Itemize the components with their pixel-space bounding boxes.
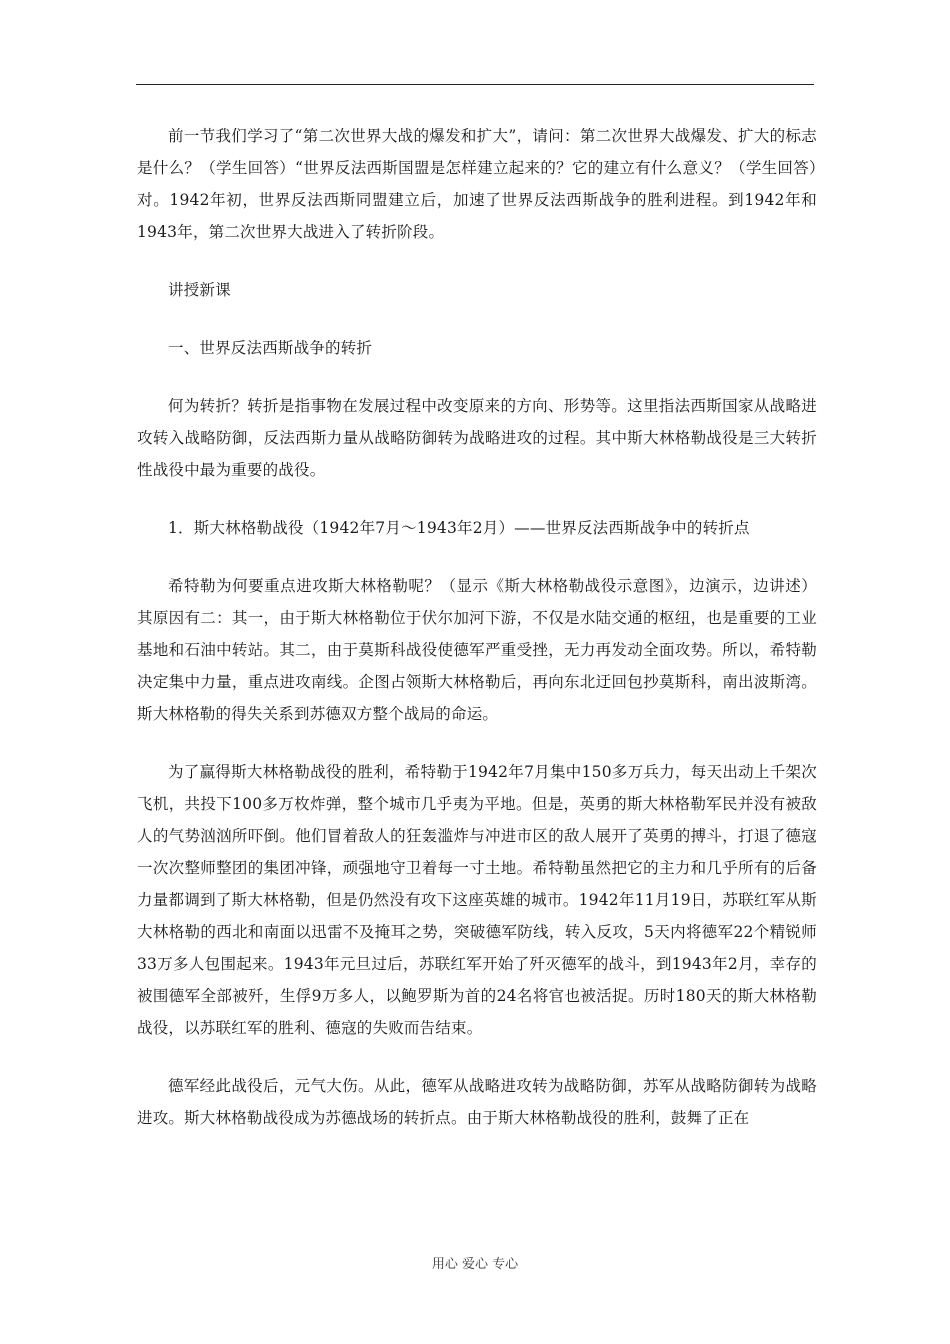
header-rule xyxy=(136,84,814,85)
body-paragraph: 德军经此战役后，元气大伤。从此，德军从战略进攻转为战略防御，苏军从战略防御转为战略进攻。斯大林格勒战役成为苏德战场的转折点。由于斯大林格勒战役的胜利，鼓舞了正在 xyxy=(137,1077,817,1127)
section-heading: 一、世界反法西斯战争的转折 xyxy=(168,339,373,357)
page-footer: 用心 爱心 专心 xyxy=(431,1257,519,1272)
section-label: 讲授新课 xyxy=(168,281,231,299)
document-body xyxy=(137,120,817,1160)
intro-paragraph: 前一节我们学习了“第二次世界大战的爆发和扩大”，请问：第二次世界大战爆发、扩大的标志是什么？（学生回答）“世界反法西斯国盟是怎样建立起来的？它的建立有什么意义？（学生回答）对。1942年初，世界反法西斯同盟建立后，加速了世界反法西斯战争的胜利进程。到1942年和1943年，第二次世界大战进入了转折阶段。 xyxy=(137,127,817,241)
body-paragraph: 何为转折？转折是指事物在发展过程中改变原来的方向、形势等。这里指法西斯国家从战略进攻转入战略防御，反法西斯力量从战略防御转为战略进攻的过程。其中斯大林格勒战役是三大转折性战役中最为重要的战役。 xyxy=(137,397,817,479)
body-paragraph: 希特勒为何要重点进攻斯大林格勒呢？（显示《斯大林格勒战役示意图》，边演示，边讲述）其原因有二：其一，由于斯大林格勒位于伏尔加河下游，不仅是水陆交通的枢纽，也是重要的工业基地和石油中转站。其二，由于莫斯科战役使德军严重受挫，无力再发动全面攻势。所以，希特勒决定集中力量，重点进攻南线。企图占领斯大林格勒后，再向东北迂回包抄莫斯科，南出波斯湾。斯大林格勒的得失关系到苏德双方整个战局的命运。 xyxy=(137,577,817,723)
subsection-heading: 1．斯大林格勒战役（1942年7月～1943年2月）——世界反法西斯战争中的转折点 xyxy=(168,519,750,537)
body-paragraph: 为了赢得斯大林格勒战役的胜利，希特勒于1942年7月集中150多万兵力，每天出动上千架次飞机，共投下100多万枚炸弹，整个城市几乎夷为平地。但是，英勇的斯大林格勒军民并没有被敌人的气势汹汹所吓倒。他们冒着敌人的狂轰滥炸与冲进市区的敌人展开了英勇的搏斗，打退了德寇一次次整师整团的集团冲锋，顽强地守卫着每一寸土地。希特勒虽然把它的主力和几乎所有的后备力量都调到了斯大林格勒，但是仍然没有攻下这座英雄的城市。1942年11月19日，苏联红军从斯大林格勒的西北和南面以迅雷不及掩耳之势，突破德军防线，转入反攻，5天内将德军22个精锐师33万多人包围起来。1943年元旦过后，苏联红军开始了歼灭德军的战斗，到1943年2月，幸存的被围德军全部被歼，生俘9万多人，以鲍罗斯为首的24名将官也被活捉。历时180天的斯大林格勒战役，以苏联红军的胜利、德寇的失败而告结束。 xyxy=(137,763,817,1037)
